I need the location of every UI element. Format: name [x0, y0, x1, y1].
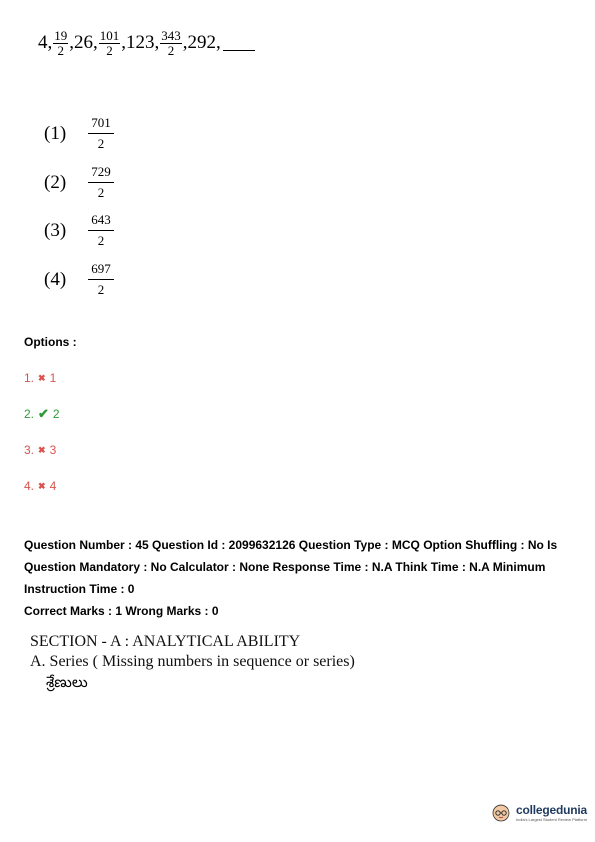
cross-icon: ✖ [38, 372, 46, 383]
option-index: 3. [24, 443, 35, 457]
option-index: 4. [24, 479, 35, 493]
mascot-icon [490, 800, 512, 824]
choice-label: (1) [44, 122, 67, 144]
meta-line: Question Number : 45 Question Id : 2099632126 Question Type : MCQ Option Shuffling : No Is [24, 538, 558, 552]
choice-fraction [88, 210, 114, 251]
fraction-numerator: 19 [54, 28, 68, 43]
section-header [30, 632, 355, 672]
choice-label: (4) [44, 268, 67, 290]
option-index: 2. [24, 407, 35, 421]
seq-fraction [160, 29, 182, 58]
option-value: 1 [49, 371, 57, 385]
section-telugu-label: శ్రేణులు [46, 674, 88, 691]
seq-term: 4, [38, 31, 53, 53]
option-2 [24, 406, 60, 422]
question-meta [24, 534, 584, 622]
fraction-denominator: 2 [97, 185, 105, 200]
section-subtitle: A. Series ( Missing numbers in sequence or series) [30, 653, 355, 670]
choice-4 [44, 259, 114, 300]
collegedunia-logo [490, 800, 587, 824]
fraction-numerator: 101 [99, 28, 120, 43]
logo-name: collegedunia [516, 802, 587, 817]
seq-term: ,292, [182, 31, 221, 53]
logo-tagline: India's Largest Student Review Platform [516, 816, 588, 822]
check-icon: ✔ [38, 406, 49, 421]
option-value: 3 [49, 443, 57, 457]
options-title: Options : [24, 335, 77, 349]
cross-icon: ✖ [38, 444, 46, 455]
option-3 [24, 443, 56, 457]
option-index: 1. [24, 371, 35, 385]
seq-term: ,26, [69, 31, 98, 53]
choice-label: (3) [44, 219, 67, 241]
seq-term: ,123, [121, 31, 160, 53]
fraction-numerator: 643 [91, 212, 111, 227]
fraction-numerator: 701 [91, 115, 111, 130]
choice-label: (2) [44, 171, 67, 193]
seq-fraction [53, 29, 68, 58]
fraction-denominator: 2 [57, 43, 64, 58]
sequence-question [38, 28, 255, 57]
choice-1 [44, 113, 114, 154]
option-1 [24, 371, 56, 385]
option-value: 4 [49, 479, 57, 493]
logo-text [516, 803, 587, 822]
fraction-numerator: 343 [161, 28, 181, 43]
meta-line: Instruction Time : 0 [24, 582, 135, 596]
seq-fraction [99, 29, 121, 58]
choice-2 [44, 162, 114, 203]
fraction-denominator: 2 [106, 43, 113, 58]
choice-fraction [88, 162, 114, 203]
fraction-numerator: 697 [91, 261, 111, 276]
option-value: 2 [52, 407, 60, 421]
fraction-denominator: 2 [97, 233, 105, 248]
meta-line: Correct Marks : 1 Wrong Marks : 0 [24, 604, 219, 618]
choice-fraction [88, 113, 114, 154]
choice-fraction [88, 259, 114, 300]
section-title: SECTION - A : ANALYTICAL ABILITY [30, 633, 301, 650]
fraction-denominator: 2 [97, 282, 105, 297]
choice-3 [44, 210, 114, 251]
fraction-numerator: 729 [91, 164, 111, 179]
option-4 [24, 479, 56, 493]
fraction-denominator: 2 [97, 136, 105, 151]
answer-blank [223, 34, 255, 51]
meta-line: Question Mandatory : No Calculator : None Response Time : N.A Think Time : N.A Minimum [24, 560, 546, 574]
cross-icon: ✖ [38, 480, 46, 491]
fraction-denominator: 2 [167, 43, 175, 58]
